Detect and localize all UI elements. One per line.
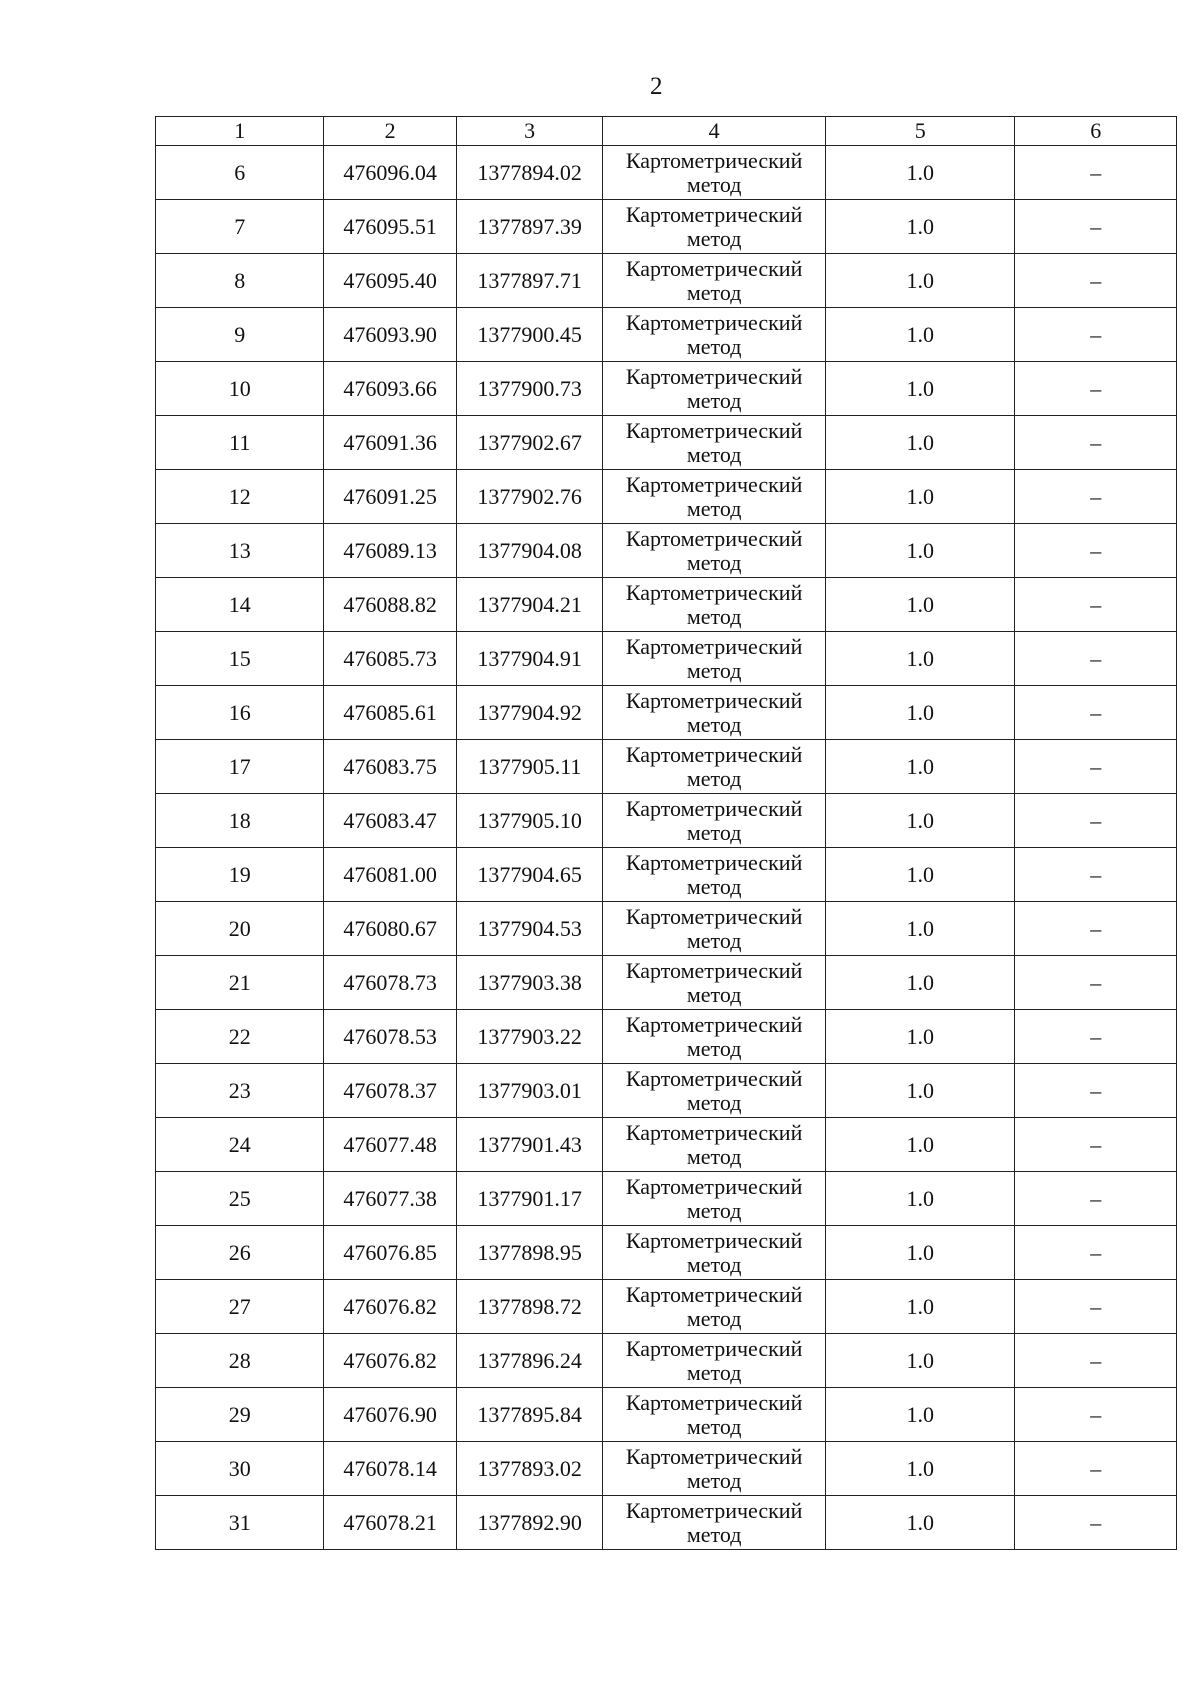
table-row: [156, 1496, 1177, 1550]
y-coordinate-cell: 1377901.17: [456, 1172, 602, 1226]
note-cell: –: [1015, 632, 1177, 686]
method-text: [626, 311, 802, 359]
method-text: [626, 149, 802, 197]
note-cell: –: [1015, 1172, 1177, 1226]
method-line-1: Картометрический: [625, 471, 803, 497]
method-line-2: метод: [686, 495, 742, 521]
accuracy-cell: 1.0: [825, 1118, 1015, 1172]
method-line-1: Картометрический: [625, 147, 803, 173]
accuracy-cell: 1.0: [825, 632, 1015, 686]
method-line-2: метод: [686, 1359, 742, 1385]
accuracy-cell: 1.0: [825, 308, 1015, 362]
method-line-2: метод: [686, 873, 742, 899]
method-line-1: Картометрический: [625, 1011, 803, 1037]
method-cell: [603, 524, 826, 578]
method-line-1: Картометрический: [625, 1497, 803, 1523]
accuracy-cell: 1.0: [825, 1442, 1015, 1496]
y-coordinate-cell: 1377905.11: [456, 740, 602, 794]
header-cell-1: 1: [156, 117, 324, 146]
table-row: [156, 1280, 1177, 1334]
method-text: [626, 797, 802, 845]
point-number-cell: 13: [156, 524, 324, 578]
method-line-2: метод: [686, 1413, 742, 1439]
point-number-cell: 23: [156, 1064, 324, 1118]
point-number-cell: 24: [156, 1118, 324, 1172]
accuracy-cell: 1.0: [825, 848, 1015, 902]
method-line-2: метод: [686, 333, 742, 359]
accuracy-cell: 1.0: [825, 1172, 1015, 1226]
page-number-text: 2: [650, 73, 663, 100]
x-coordinate-cell: 476077.48: [324, 1118, 456, 1172]
point-number-cell: 19: [156, 848, 324, 902]
note-cell: –: [1015, 794, 1177, 848]
point-number-cell: 11: [156, 416, 324, 470]
accuracy-cell: 1.0: [825, 1226, 1015, 1280]
x-coordinate-cell: 476078.53: [324, 1010, 456, 1064]
note-cell: –: [1015, 1496, 1177, 1550]
header-cell-4: 4: [603, 117, 826, 146]
accuracy-cell: 1.0: [825, 524, 1015, 578]
method-line-1: Картометрический: [625, 1119, 803, 1145]
method-line-2: метод: [686, 1035, 742, 1061]
table-row: [156, 1064, 1177, 1118]
method-cell: [603, 1064, 826, 1118]
method-text: [626, 1175, 802, 1223]
method-cell: [603, 308, 826, 362]
point-number-cell: 8: [156, 254, 324, 308]
point-number-cell: 25: [156, 1172, 324, 1226]
method-line-1: Картометрический: [625, 363, 803, 389]
note-cell: –: [1015, 254, 1177, 308]
method-line-1: Картометрический: [625, 255, 803, 281]
method-text: [626, 635, 802, 683]
method-line-1: Картометрический: [625, 309, 803, 335]
accuracy-cell: 1.0: [825, 794, 1015, 848]
method-line-2: метод: [686, 819, 742, 845]
method-line-2: метод: [686, 549, 742, 575]
method-line-2: метод: [686, 981, 742, 1007]
method-line-2: метод: [686, 1251, 742, 1277]
method-cell: [603, 902, 826, 956]
method-line-1: Картометрический: [625, 633, 803, 659]
table-row: [156, 200, 1177, 254]
table-row: [156, 308, 1177, 362]
point-number-cell: 15: [156, 632, 324, 686]
x-coordinate-cell: 476078.21: [324, 1496, 456, 1550]
y-coordinate-cell: 1377894.02: [456, 146, 602, 200]
method-text: [626, 1229, 802, 1277]
method-text: [626, 905, 802, 953]
method-cell: [603, 1226, 826, 1280]
method-line-2: метод: [686, 1305, 742, 1331]
method-cell: [603, 1334, 826, 1388]
method-line-2: метод: [686, 225, 742, 251]
point-number-cell: 9: [156, 308, 324, 362]
method-line-2: метод: [686, 657, 742, 683]
method-cell: [603, 794, 826, 848]
method-text: [626, 1337, 802, 1385]
method-text: [626, 473, 802, 521]
method-text: [626, 1283, 802, 1331]
x-coordinate-cell: 476083.47: [324, 794, 456, 848]
method-text: [626, 851, 802, 899]
method-text: [626, 1067, 802, 1115]
x-coordinate-cell: 476093.90: [324, 308, 456, 362]
y-coordinate-cell: 1377895.84: [456, 1388, 602, 1442]
method-line-1: Картометрический: [625, 201, 803, 227]
accuracy-cell: 1.0: [825, 1280, 1015, 1334]
y-coordinate-cell: 1377897.71: [456, 254, 602, 308]
method-cell: [603, 740, 826, 794]
method-cell: [603, 578, 826, 632]
y-coordinate-cell: 1377903.01: [456, 1064, 602, 1118]
method-line-1: Картометрический: [625, 957, 803, 983]
note-cell: –: [1015, 524, 1177, 578]
y-coordinate-cell: 1377900.73: [456, 362, 602, 416]
y-coordinate-cell: 1377904.92: [456, 686, 602, 740]
point-number-cell: 26: [156, 1226, 324, 1280]
method-cell: [603, 848, 826, 902]
method-cell: [603, 146, 826, 200]
method-line-1: Картометрический: [625, 903, 803, 929]
table-row: [156, 686, 1177, 740]
method-cell: [603, 1010, 826, 1064]
note-cell: –: [1015, 1334, 1177, 1388]
accuracy-cell: 1.0: [825, 470, 1015, 524]
table-row: [156, 1172, 1177, 1226]
table-row: [156, 956, 1177, 1010]
note-cell: –: [1015, 416, 1177, 470]
note-cell: –: [1015, 1442, 1177, 1496]
method-line-1: Картометрический: [625, 849, 803, 875]
method-text: [626, 581, 802, 629]
table-row: [156, 848, 1177, 902]
table-row: [156, 254, 1177, 308]
x-coordinate-cell: 476080.67: [324, 902, 456, 956]
method-line-1: Картометрический: [625, 687, 803, 713]
method-line-1: Картометрический: [625, 1173, 803, 1199]
y-coordinate-cell: 1377901.43: [456, 1118, 602, 1172]
method-line-2: метод: [686, 387, 742, 413]
method-line-2: метод: [686, 1089, 742, 1115]
note-cell: –: [1015, 1010, 1177, 1064]
x-coordinate-cell: 476076.82: [324, 1280, 456, 1334]
header-cell-6: 6: [1015, 117, 1177, 146]
method-line-1: Картометрический: [625, 1281, 803, 1307]
table-header: [156, 117, 1177, 146]
y-coordinate-cell: 1377902.67: [456, 416, 602, 470]
method-line-2: метод: [686, 441, 742, 467]
table-row: [156, 524, 1177, 578]
header-cell-3: 3: [456, 117, 602, 146]
x-coordinate-cell: 476076.85: [324, 1226, 456, 1280]
x-coordinate-cell: 476095.40: [324, 254, 456, 308]
table-row: [156, 416, 1177, 470]
method-cell: [603, 632, 826, 686]
x-coordinate-cell: 476078.37: [324, 1064, 456, 1118]
method-cell: [603, 362, 826, 416]
point-number-cell: 6: [156, 146, 324, 200]
table-row: [156, 794, 1177, 848]
accuracy-cell: 1.0: [825, 740, 1015, 794]
method-text: [626, 959, 802, 1007]
x-coordinate-cell: 476077.38: [324, 1172, 456, 1226]
method-cell: [603, 686, 826, 740]
header-cell-2: 2: [324, 117, 456, 146]
x-coordinate-cell: 476083.75: [324, 740, 456, 794]
x-coordinate-cell: 476076.82: [324, 1334, 456, 1388]
note-cell: –: [1015, 200, 1177, 254]
point-number-cell: 22: [156, 1010, 324, 1064]
x-coordinate-cell: 476085.61: [324, 686, 456, 740]
x-coordinate-cell: 476085.73: [324, 632, 456, 686]
y-coordinate-cell: 1377902.76: [456, 470, 602, 524]
x-coordinate-cell: 476091.25: [324, 470, 456, 524]
x-coordinate-cell: 476088.82: [324, 578, 456, 632]
point-number-cell: 16: [156, 686, 324, 740]
note-cell: –: [1015, 686, 1177, 740]
method-cell: [603, 1118, 826, 1172]
table-row: [156, 740, 1177, 794]
accuracy-cell: 1.0: [825, 1010, 1015, 1064]
method-line-2: метод: [686, 603, 742, 629]
method-line-1: Картометрический: [625, 579, 803, 605]
point-number-cell: 29: [156, 1388, 324, 1442]
method-line-2: метод: [686, 711, 742, 737]
method-text: [626, 527, 802, 575]
accuracy-cell: 1.0: [825, 146, 1015, 200]
table-row: [156, 902, 1177, 956]
header-row: [156, 117, 1177, 146]
method-line-1: Картометрический: [625, 1389, 803, 1415]
method-text: [626, 1391, 802, 1439]
method-line-1: Картометрический: [625, 525, 803, 551]
accuracy-cell: 1.0: [825, 1064, 1015, 1118]
method-cell: [603, 1442, 826, 1496]
note-cell: –: [1015, 470, 1177, 524]
method-cell: [603, 1280, 826, 1334]
x-coordinate-cell: 476078.14: [324, 1442, 456, 1496]
note-cell: –: [1015, 956, 1177, 1010]
y-coordinate-cell: 1377903.38: [456, 956, 602, 1010]
x-coordinate-cell: 476095.51: [324, 200, 456, 254]
point-number-cell: 10: [156, 362, 324, 416]
method-line-1: Картометрический: [625, 741, 803, 767]
table-row: [156, 362, 1177, 416]
note-cell: –: [1015, 1388, 1177, 1442]
y-coordinate-cell: 1377896.24: [456, 1334, 602, 1388]
table-row: [156, 1118, 1177, 1172]
note-cell: –: [1015, 578, 1177, 632]
x-coordinate-cell: 476091.36: [324, 416, 456, 470]
table-row: [156, 1334, 1177, 1388]
point-number-cell: 31: [156, 1496, 324, 1550]
point-number-cell: 20: [156, 902, 324, 956]
method-cell: [603, 254, 826, 308]
accuracy-cell: 1.0: [825, 254, 1015, 308]
method-text: [626, 1499, 802, 1547]
note-cell: –: [1015, 362, 1177, 416]
method-line-2: метод: [686, 1521, 742, 1547]
y-coordinate-cell: 1377903.22: [456, 1010, 602, 1064]
x-coordinate-cell: 476081.00: [324, 848, 456, 902]
accuracy-cell: 1.0: [825, 200, 1015, 254]
note-cell: –: [1015, 146, 1177, 200]
note-cell: –: [1015, 1118, 1177, 1172]
x-coordinate-cell: 476093.66: [324, 362, 456, 416]
method-line-2: метод: [686, 1467, 742, 1493]
method-line-1: Картометрический: [625, 1227, 803, 1253]
x-coordinate-cell: 476096.04: [324, 146, 456, 200]
method-text: [626, 1013, 802, 1061]
method-text: [626, 1445, 802, 1493]
accuracy-cell: 1.0: [825, 362, 1015, 416]
x-coordinate-cell: 476078.73: [324, 956, 456, 1010]
x-coordinate-cell: 476089.13: [324, 524, 456, 578]
method-line-1: Картометрический: [625, 1335, 803, 1361]
method-text: [626, 1121, 802, 1169]
method-text: [626, 743, 802, 791]
accuracy-cell: 1.0: [825, 416, 1015, 470]
method-line-1: Картометрический: [625, 1065, 803, 1091]
point-number-cell: 28: [156, 1334, 324, 1388]
coordinates-table: [155, 116, 1177, 1550]
method-cell: [603, 1496, 826, 1550]
point-number-cell: 21: [156, 956, 324, 1010]
table-row: [156, 1442, 1177, 1496]
note-cell: –: [1015, 1064, 1177, 1118]
method-cell: [603, 470, 826, 524]
method-text: [626, 419, 802, 467]
note-cell: –: [1015, 740, 1177, 794]
y-coordinate-cell: 1377904.21: [456, 578, 602, 632]
y-coordinate-cell: 1377900.45: [456, 308, 602, 362]
accuracy-cell: 1.0: [825, 578, 1015, 632]
method-line-2: метод: [686, 927, 742, 953]
y-coordinate-cell: 1377904.08: [456, 524, 602, 578]
y-coordinate-cell: 1377904.53: [456, 902, 602, 956]
method-cell: [603, 200, 826, 254]
point-number-cell: 30: [156, 1442, 324, 1496]
method-line-1: Картометрический: [625, 417, 803, 443]
table-row: [156, 1010, 1177, 1064]
method-cell: [603, 1172, 826, 1226]
table-row: [156, 1226, 1177, 1280]
table-row: [156, 1388, 1177, 1442]
method-text: [626, 689, 802, 737]
method-line-2: метод: [686, 171, 742, 197]
note-cell: –: [1015, 1280, 1177, 1334]
note-cell: –: [1015, 308, 1177, 362]
y-coordinate-cell: 1377898.72: [456, 1280, 602, 1334]
note-cell: –: [1015, 902, 1177, 956]
point-number-cell: 7: [156, 200, 324, 254]
point-number-cell: 12: [156, 470, 324, 524]
header-cell-5: 5: [825, 117, 1015, 146]
method-line-2: метод: [686, 279, 742, 305]
accuracy-cell: 1.0: [825, 956, 1015, 1010]
point-number-cell: 14: [156, 578, 324, 632]
accuracy-cell: 1.0: [825, 1388, 1015, 1442]
method-cell: [603, 416, 826, 470]
y-coordinate-cell: 1377904.65: [456, 848, 602, 902]
note-cell: –: [1015, 1226, 1177, 1280]
method-text: [626, 257, 802, 305]
y-coordinate-cell: 1377897.39: [456, 200, 602, 254]
method-line-2: метод: [686, 765, 742, 791]
y-coordinate-cell: 1377892.90: [456, 1496, 602, 1550]
table-row: [156, 146, 1177, 200]
y-coordinate-cell: 1377904.91: [456, 632, 602, 686]
point-number-cell: 18: [156, 794, 324, 848]
point-number-cell: 17: [156, 740, 324, 794]
y-coordinate-cell: 1377905.10: [456, 794, 602, 848]
table-row: [156, 578, 1177, 632]
accuracy-cell: 1.0: [825, 686, 1015, 740]
y-coordinate-cell: 1377893.02: [456, 1442, 602, 1496]
method-cell: [603, 1388, 826, 1442]
point-number-cell: 27: [156, 1280, 324, 1334]
accuracy-cell: 1.0: [825, 1496, 1015, 1550]
method-line-1: Картометрический: [625, 1443, 803, 1469]
method-text: [626, 365, 802, 413]
accuracy-cell: 1.0: [825, 902, 1015, 956]
method-text: [626, 203, 802, 251]
table-body: [156, 146, 1177, 1550]
method-line-2: метод: [686, 1143, 742, 1169]
method-cell: [603, 956, 826, 1010]
y-coordinate-cell: 1377898.95: [456, 1226, 602, 1280]
note-cell: –: [1015, 848, 1177, 902]
method-line-1: Картометрический: [625, 795, 803, 821]
accuracy-cell: 1.0: [825, 1334, 1015, 1388]
x-coordinate-cell: 476076.90: [324, 1388, 456, 1442]
method-line-2: метод: [686, 1197, 742, 1223]
table-row: [156, 632, 1177, 686]
table-row: [156, 470, 1177, 524]
